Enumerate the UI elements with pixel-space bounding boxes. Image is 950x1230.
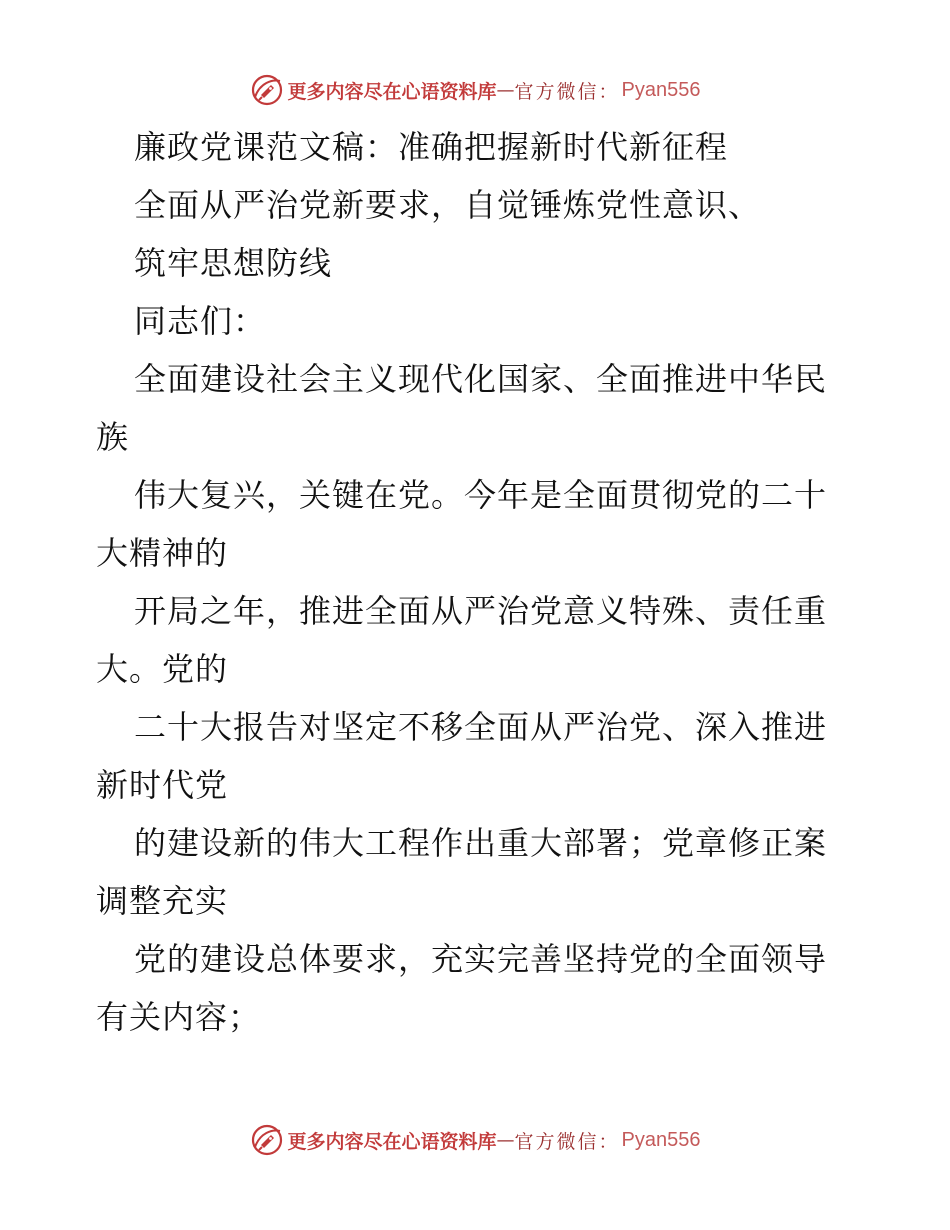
header-banner xyxy=(0,70,950,110)
pen-nib-logo-icon xyxy=(250,1123,284,1157)
wechat-account: Pyan556 xyxy=(621,1128,701,1151)
paragraph-line: 调整充实 xyxy=(96,882,229,920)
title-line-2: 全面从严治党新要求，自觉锤炼党性意识、 xyxy=(134,186,762,224)
paragraph-line: 大。党的 xyxy=(96,650,229,688)
paragraph-line: 全面建设社会主义现代化国家、全面推进中华民 xyxy=(134,360,828,398)
paragraph-line: 新时代党 xyxy=(96,766,229,804)
salutation: 同志们： xyxy=(134,302,267,340)
wechat-account: Pyan556 xyxy=(621,78,701,101)
paragraph-line: 二十大报告对坚定不移全面从严治党、深入推进 xyxy=(134,708,828,746)
paragraph-line: 党的建设总体要求，充实完善坚持党的全面领导 xyxy=(134,940,828,978)
library-name: 更多内容尽在心语资料库 xyxy=(287,1130,497,1153)
library-name: 更多内容尽在心语资料库 xyxy=(287,80,497,103)
paragraph-line: 伟大复兴，关键在党。今年是全面贯彻党的二十 xyxy=(134,476,828,514)
paragraph-line: 的建设新的伟大工程作出重大部署；党章修正案 xyxy=(134,824,828,862)
document-body xyxy=(96,118,856,1046)
separator-dash: — xyxy=(496,79,515,101)
title-line-3: 筑牢思想防线 xyxy=(134,244,333,282)
footer-banner xyxy=(0,1120,950,1160)
title-line-1: 廉政党课范文稿：准确把握新时代新征程 xyxy=(134,128,729,166)
paragraph-line: 开局之年，推进全面从严治党意义特殊、责任重 xyxy=(134,592,828,630)
pen-nib-logo-icon xyxy=(250,73,284,107)
separator-dash: — xyxy=(496,1129,515,1151)
paragraph-line: 族 xyxy=(96,418,130,456)
wechat-label: 官方微信： xyxy=(514,80,620,103)
paragraph-line: 有关内容； xyxy=(96,998,262,1036)
paragraph-line: 大精神的 xyxy=(96,534,229,572)
wechat-label: 官方微信： xyxy=(514,1130,620,1153)
